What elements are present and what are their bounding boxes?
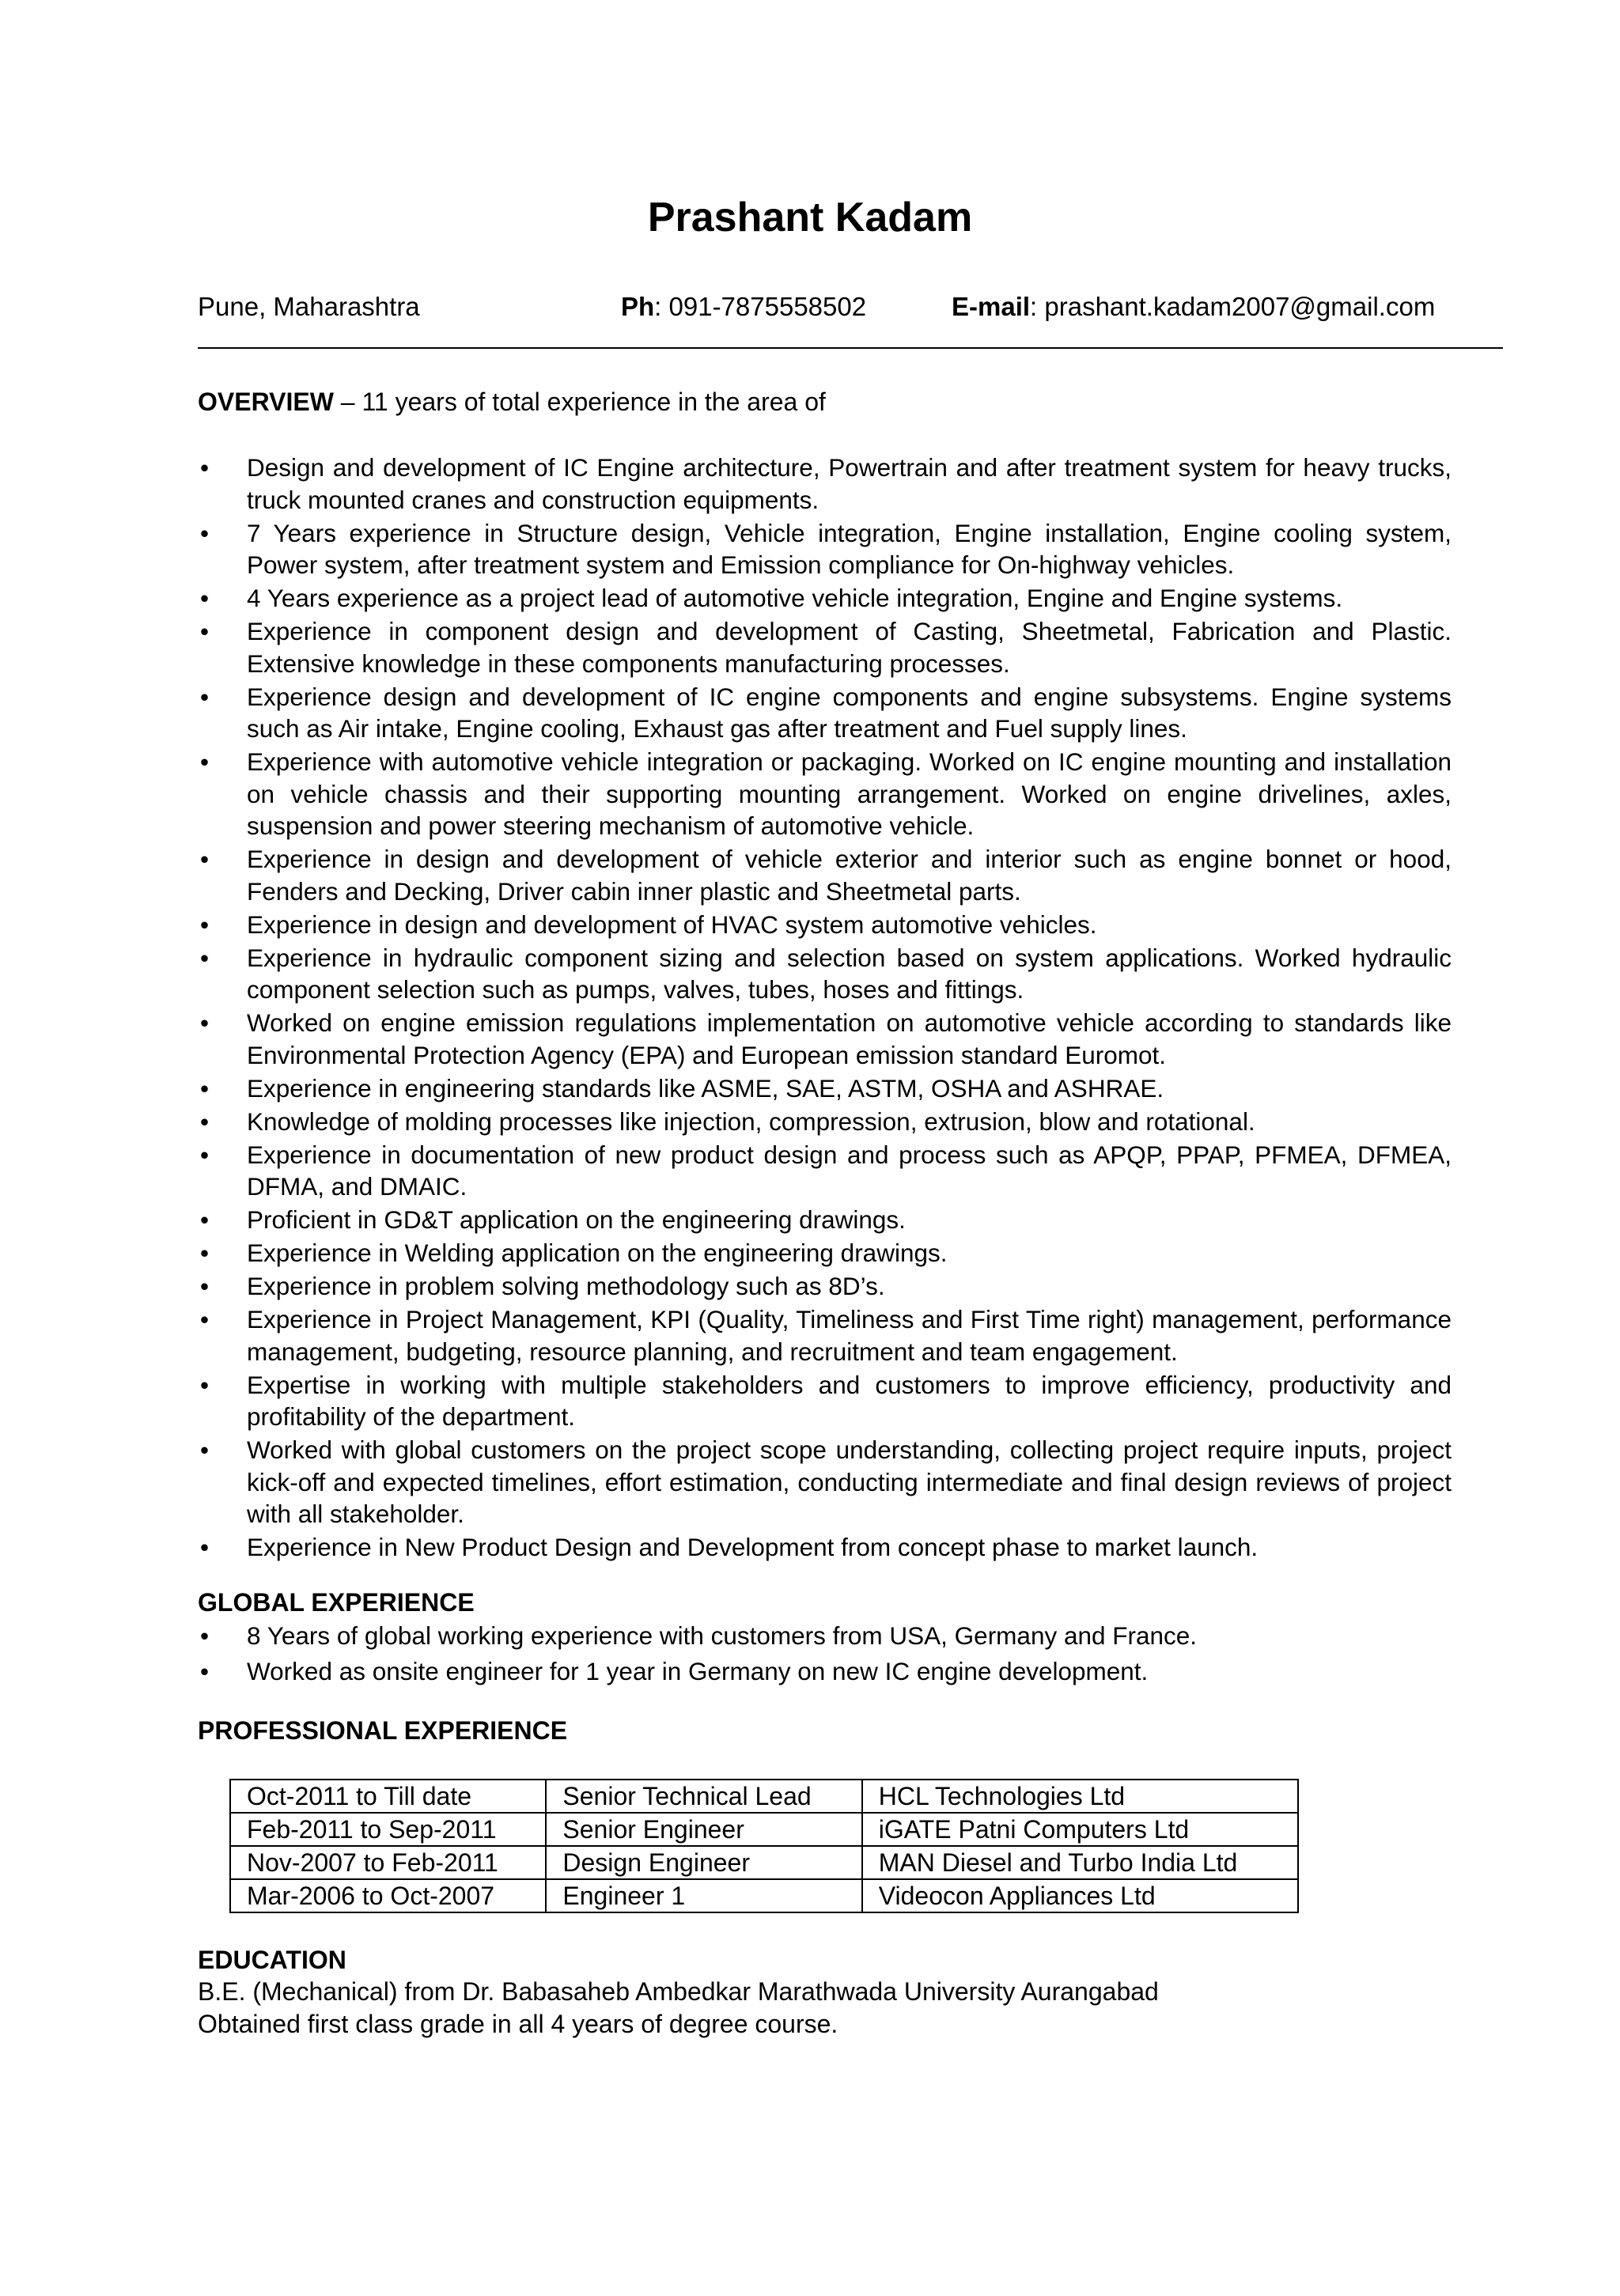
- period-cell: Feb-2011 to Sep-2011: [230, 1813, 546, 1846]
- global-experience-heading: GLOBAL EXPERIENCE: [198, 1588, 475, 1617]
- list-item: • Experience in problem solving methodology such as 8D’s.: [198, 1270, 1452, 1303]
- company-cell: iGATE Patni Computers Ltd: [862, 1813, 1298, 1846]
- role-cell: Senior Engineer: [546, 1813, 861, 1846]
- table-row: [230, 1780, 1298, 1813]
- role-cell: Senior Technical Lead: [546, 1780, 861, 1813]
- role-cell: Design Engineer: [546, 1846, 861, 1879]
- list-item: • Experience with automotive vehicle integration or packaging. Worked on IC engine mounting and installation on vehicle chassis and their supporting mounting arrangement. Worked on engine drivelines, axles, suspension and power steering mechanism of automotive vehicle.: [198, 746, 1452, 842]
- list-item: • Experience design and development of IC engine components and engine subsystems. Engine systems such as Air intake, Engine cooling, Exhaust gas after treatment and Fuel supply lines.: [198, 681, 1452, 745]
- table-row: [230, 1846, 1298, 1879]
- company-cell: Videocon Appliances Ltd: [862, 1879, 1298, 1912]
- list-item: • Knowledge of molding processes like injection, compression, extrusion, blow and rotational.: [198, 1106, 1452, 1138]
- list-item: • Expertise in working with multiple stakeholders and customers to improve efficiency, productivity and profitability of the department.: [198, 1369, 1452, 1433]
- education-degree: B.E. (Mechanical) from Dr. Babasaheb Ambedkar Marathwada University Aurangabad: [198, 1977, 1159, 2006]
- list-item: • Worked as onsite engineer for 1 year in Germany on new IC engine development.: [198, 1655, 1452, 1688]
- email: [952, 289, 1435, 325]
- phone-label: Ph: [621, 292, 655, 321]
- list-item: • Proficient in GD&T application on the engineering drawings.: [198, 1204, 1452, 1236]
- phone-number: : 091-7875558502: [654, 292, 867, 321]
- education-heading: EDUCATION: [198, 1946, 346, 1974]
- period-cell: Nov-2007 to Feb-2011: [230, 1846, 546, 1879]
- overview-list: [198, 452, 1452, 1564]
- list-item: • Worked on engine emission regulations implementation on automotive vehicle according to standards like Environmental Protection Agency (EPA) and European emission standard Euromot.: [198, 1007, 1452, 1071]
- header-divider: [198, 347, 1503, 349]
- company-cell: MAN Diesel and Turbo India Ltd: [862, 1846, 1298, 1879]
- list-item: • Experience in New Product Design and Development from concept phase to market launch.: [198, 1531, 1452, 1564]
- list-item: • Experience in Welding application on the engineering drawings.: [198, 1237, 1452, 1269]
- period-cell: Mar-2006 to Oct-2007: [230, 1879, 546, 1912]
- phone: [621, 289, 866, 325]
- overview-title: OVERVIEW: [198, 388, 334, 416]
- list-item: • Experience in design and development of vehicle exterior and interior such as engine bonnet or hood, Fenders and Decking, Driver cabin inner plastic and Sheetmetal parts.: [198, 843, 1452, 907]
- list-item: • Experience in component design and development of Casting, Sheetmetal, Fabrication and Plastic. Extensive knowledge in these components manufacturing processes.: [198, 615, 1452, 679]
- list-item: • Design and development of IC Engine architecture, Powertrain and after treatment system for heavy trucks, truck mounted cranes and construction equipments.: [198, 452, 1452, 516]
- list-item: • Experience in documentation of new product design and process such as APQP, PPAP, PFMEA, DFMEA, DFMA, and DMAIC.: [198, 1139, 1452, 1203]
- professional-experience-heading: PROFESSIONAL EXPERIENCE: [198, 1716, 568, 1745]
- period-cell: Oct-2011 to Till date: [230, 1780, 546, 1813]
- education-grade: Obtained first class grade in all 4 years of degree course.: [198, 2010, 838, 2038]
- list-item: • 7 Years experience in Structure design, Vehicle integration, Engine installation, Engine cooling system, Power system, after treatment system and Emission compliance for On-highway vehicles.: [198, 517, 1452, 581]
- location: Pune, Maharashtra: [198, 292, 420, 321]
- table-row: [230, 1879, 1298, 1912]
- experience-table: [229, 1779, 1299, 1913]
- list-item: • 8 Years of global working experience with customers from USA, Germany and France.: [198, 1620, 1452, 1652]
- list-item: • Experience in design and development of HVAC system automotive vehicles.: [198, 909, 1452, 941]
- list-item: • Worked with global customers on the project scope understanding, collecting project require inputs, project kick-off and expected timelines, effort estimation, conducting intermediate and final design reviews of project with all stakeholder.: [198, 1434, 1452, 1530]
- global-experience-list: [198, 1620, 1452, 1690]
- table-row: [230, 1813, 1298, 1846]
- company-cell: HCL Technologies Ltd: [862, 1780, 1298, 1813]
- email-label: E-mail: [952, 292, 1031, 321]
- overview-intro: – 11 years of total experience in the area of: [333, 388, 826, 416]
- email-address: : prashant.kadam2007@gmail.com: [1030, 292, 1436, 321]
- list-item: • Experience in hydraulic component sizing and selection based on system applications. Worked hydraulic component selection such as pumps, valves, tubes, hoses and fittings.: [198, 942, 1452, 1006]
- list-item: • Experience in Project Management, KPI (Quality, Timeliness and First Time right) management, performance management, budgeting, resource planning, and recruitment and team engagement.: [198, 1303, 1452, 1367]
- candidate-name: Prashant Kadam: [647, 195, 973, 240]
- list-item: • Experience in engineering standards like ASME, SAE, ASTM, OSHA and ASHRAE.: [198, 1072, 1452, 1105]
- overview-heading: [198, 384, 826, 419]
- role-cell: Engineer 1: [546, 1879, 861, 1912]
- list-item: • 4 Years experience as a project lead of automotive vehicle integration, Engine and Engine systems.: [198, 582, 1452, 615]
